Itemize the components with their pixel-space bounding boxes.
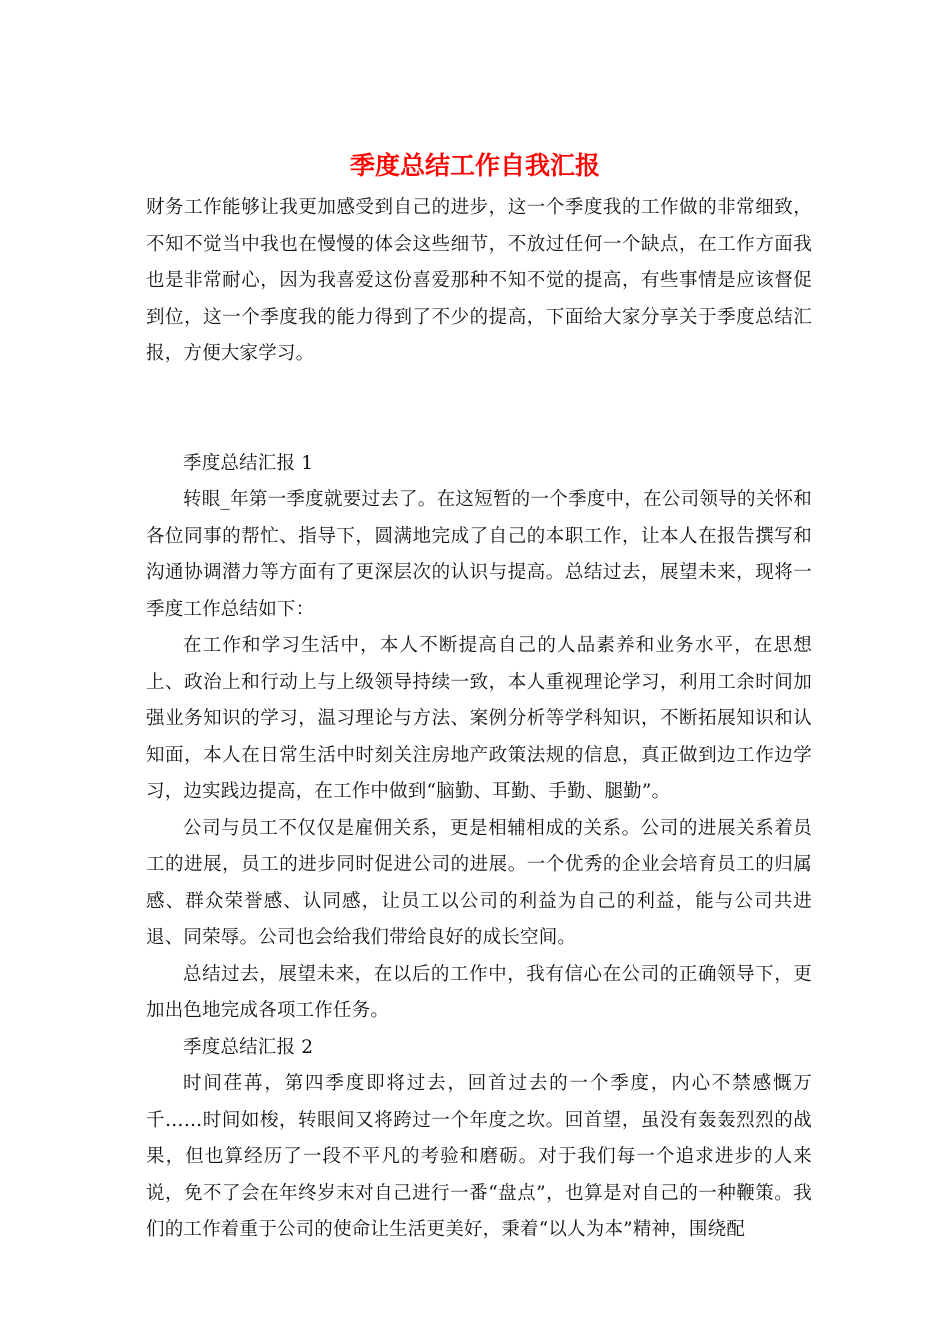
section-1-heading: 季度总结汇报 1 [183, 452, 314, 474]
section-1-paragraph: 公司与员工不仅仅是雇佣关系，更是相辅相成的关系。公司的进展关系着员工的进展，员工的进步同时促进公司的进展。一个优秀的企业会培育员工的归属感、群众荣誉感、认同感，让员工以公司的利益为自己的利益，能与公司共进退、同荣辱。公司也会给我们带给良好的成长空间。 [146, 817, 812, 948]
intro-paragraph: 财务工作能够让我更加感受到自己的进步，这一个季度我的工作做的非常细致，不知不觉当中我也在慢慢的体会这些细节，不放过任何一个缺点，在工作方面我也是非常耐心，因为我喜爱这份喜爱那种不知不觉的提高，有些事情是应该督促到位，这一个季度我的能力得到了不少的提高，下面给大家分享关于季度总结汇报，方便大家学习。 [146, 197, 812, 364]
document-title: 季度总结工作自我汇报 [349, 151, 600, 180]
section-2-paragraph: 时间荏苒，第四季度即将过去，回首过去的一个季度，内心不禁感慨万千……时间如梭，转眼间又将跨过一个年度之坎。回首望，虽没有轰轰烈烈的战果，但也算经历了一段不平凡的考验和磨砺。对于我们每一个追求进步的人来说，免不了会在年终岁末对自己进行一番“盘点”，也算是对自己的一种鞭策。我们的工作着重于公司的使命让生活更美好，秉着“以人为本”精神，围绕配 [146, 1073, 812, 1240]
section-1-paragraph: 转眼_年第一季度就要过去了。在这短暂的一个季度中，在公司领导的关怀和各位同事的帮忙、指导下，圆满地完成了自己的本职工作，让本人在报告撰写和沟通协调潜力等方面有了更深层次的认识与提高。总结过去，展望未来，现将一季度工作总结如下： [146, 489, 812, 620]
section-1-paragraph: 在工作和学习生活中，本人不断提高自己的人品素养和业务水平，在思想上、政治上和行动上与上级领导持续一致，本人重视理论学习，利用工余时间加强业务知识的学习，温习理论与方法、案例分析等学科知识，不断拓展知识和认知面，本人在日常生活中时刻关注房地产政策法规的信息，真正做到边工作边学习，边实践边提高，在工作中做到“脑勤、耳勤、手勤、腿勤”。 [146, 635, 812, 802]
document-body [146, 190, 812, 1249]
section-2-heading: 季度总结汇报 2 [183, 1036, 314, 1058]
section-1-paragraph: 总结过去，展望未来，在以后的工作中，我有信心在公司的正确领导下，更加出色地完成各项工作任务。 [146, 963, 812, 1021]
